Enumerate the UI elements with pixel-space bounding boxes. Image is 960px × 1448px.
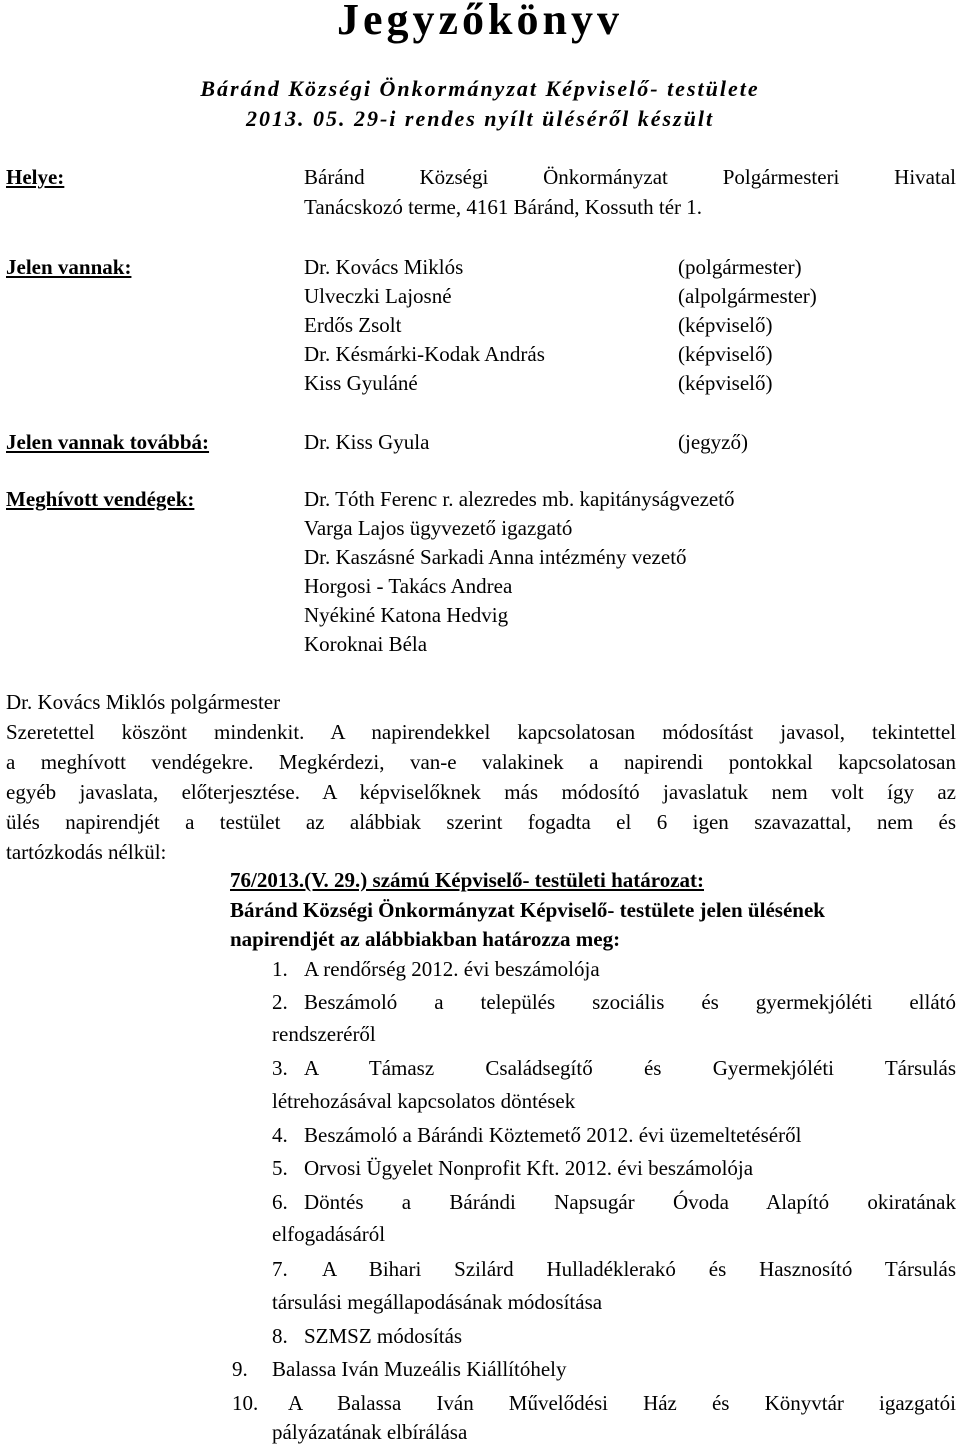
guest-item: Varga Lajos ügyvezető igazgató — [304, 516, 573, 540]
paragraph-line: a meghívott vendégekre. Megkérdezi, van-e valakinek a napirendi pontokkal kapcsolatosan — [6, 750, 956, 774]
member-role: (polgármester) — [678, 255, 802, 279]
agenda-text: SZMSZ módosítás — [304, 1324, 463, 1348]
resolution-intro-line-2: napirendjét az alábbiakban határozza meg: — [230, 927, 621, 951]
agenda-number: 9. — [232, 1357, 248, 1381]
also-present-role: (jegyző) — [678, 430, 748, 454]
agenda-text-continued: pályázatának elbírálása — [272, 1420, 468, 1444]
guest-item: Koroknai Béla — [304, 632, 428, 656]
agenda-number: 6. — [272, 1190, 288, 1214]
member-role: (alpolgármester) — [678, 284, 817, 308]
paragraph-line: ülés napirendjét a testület az alábbiak szerint fogadta el 6 igen szavazattal, nem és — [6, 810, 956, 834]
member-name: Erdős Zsolt — [304, 313, 402, 337]
agenda-text-continued: létrehozásával kapcsolatos döntések — [272, 1089, 576, 1113]
agenda-text-continued: társulási megállapodásának módosítása — [272, 1290, 603, 1314]
member-role: (képviselő) — [678, 371, 773, 395]
member-role: (képviselő) — [678, 313, 773, 337]
guest-item: Horgosi - Takács Andrea — [304, 574, 513, 598]
agenda-number: 2. — [272, 990, 288, 1014]
resolution-heading: 76/2013.(V. 29.) számú Képviselő- testületi határozat: — [230, 868, 704, 892]
location-line-2: Tanácskozó terme, 4161 Báránd, Kossuth tér 1. — [304, 195, 703, 219]
also-present-name: Dr. Kiss Gyula — [304, 430, 430, 454]
guests-label: Meghívott vendégek: — [6, 487, 195, 511]
guest-item: Dr. Tóth Ferenc r. alezredes mb. kapitányságvezető — [304, 487, 735, 511]
present-label: Jelen vannak: — [6, 255, 132, 279]
agenda-text: A Bihari Szilárd Hulladéklerakó és Hasznosító Társulás — [322, 1257, 956, 1281]
agenda-number: 5. — [272, 1156, 288, 1180]
agenda-text: A Balassa Iván Művelődési Ház és Könyvtár igazgatói — [288, 1391, 956, 1415]
agenda-text: A Támasz Családsegítő és Gyermekjóléti Társulás — [304, 1056, 956, 1080]
member-name: Dr. Késmárki-Kodak András — [304, 342, 545, 366]
agenda-number: 1. — [272, 957, 288, 981]
guest-item: Dr. Kaszásné Sarkadi Anna intézmény vezető — [304, 545, 687, 569]
agenda-text: Balassa Iván Muzeális Kiállítóhely — [272, 1357, 567, 1381]
agenda-number: 10. — [232, 1391, 259, 1415]
also-present-label: Jelen vannak továbbá: — [6, 430, 210, 454]
member-name: Dr. Kovács Miklós — [304, 255, 464, 279]
agenda-number: 3. — [272, 1056, 288, 1080]
location-line-1: Báránd Községi Önkormányzat Polgármesteri Hivatal — [304, 165, 956, 189]
agenda-text: Beszámoló a Bárándi Köztemető 2012. évi üzemeltetéséről — [304, 1123, 802, 1147]
member-name: Kiss Gyuláné — [304, 371, 418, 395]
agenda-number: 7. — [272, 1257, 288, 1281]
agenda-text-continued: rendszeréről — [272, 1022, 376, 1046]
speaker: Dr. Kovács Miklós polgármester — [6, 690, 281, 714]
agenda-number: 4. — [272, 1123, 288, 1147]
subtitle-line-1: Báránd Községi Önkormányzat Képviselő- testülete — [200, 76, 760, 101]
document-title: Jegyzőkönyv — [337, 0, 623, 44]
agenda-text-continued: elfogadásáról — [272, 1222, 386, 1246]
location-label: Helye: — [6, 165, 65, 189]
paragraph-line: egyéb javaslata, előterjesztése. A képviselőknek más módosító javaslatuk nem volt így az — [6, 780, 956, 804]
agenda-text: Orvosi Ügyelet Nonprofit Kft. 2012. évi beszámolója — [304, 1156, 754, 1180]
resolution-intro-line-1: Báránd Községi Önkormányzat Képviselő- testülete jelen ülésének — [230, 898, 825, 922]
member-role: (képviselő) — [678, 342, 773, 366]
paragraph-line: tartózkodás nélkül: — [6, 840, 167, 864]
member-name: Ulveczki Lajosné — [304, 284, 452, 308]
agenda-text: Döntés a Bárándi Napsugár Óvoda Alapító okiratának — [304, 1190, 956, 1214]
subtitle-line-2: 2013. 05. 29-i rendes nyílt üléséről készült — [245, 106, 715, 131]
guest-item: Nyékiné Katona Hedvig — [304, 603, 509, 627]
agenda-number: 8. — [272, 1324, 288, 1348]
agenda-text: A rendőrség 2012. évi beszámolója — [304, 957, 600, 981]
paragraph-line: Szeretettel köszönt mindenkit. A napirendekkel kapcsolatosan módosítást javasol, tekintettel — [6, 720, 956, 744]
agenda-text: Beszámoló a település szociális és gyermekjóléti ellátó — [304, 990, 956, 1014]
